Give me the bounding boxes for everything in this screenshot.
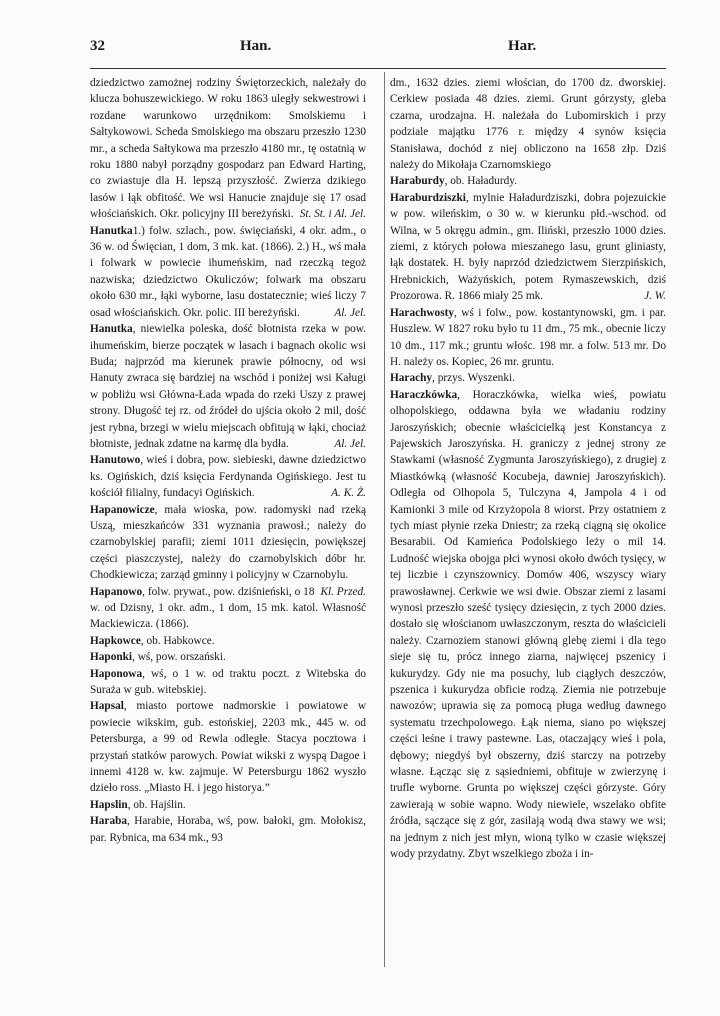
entry-text: 1.) folw. szlach., pow. święciański, 4 okr. adm., o 36 w. od Święcian, 1 dom, 3 mk. kat. (1866). 2.) H., wś mała i folwark w powiecie ihumeńskim, nad rzeczką tegoż nazwiska; dziedzictwo Okuliczów; folwark ma obszaru około 630 mr., łąki wyborne, lasu dostatecznie; wieś liczy 7 osad włościańskich. Okr. polic. III bereżyński. [90,224,366,319]
entry-headword: Hapanowicze [90,503,155,516]
entry-text: , wś, o 1 w. od traktu poczt. z Witebska do Suraża w gub. witebskiej. [90,667,366,697]
entry-headword: Hapkowce [90,634,141,647]
dictionary-entry [90,633,366,649]
entry-headword: Hanutka [90,323,133,336]
dictionary-entry [90,75,366,223]
entry-headword: Haraburdziszki [390,191,466,204]
dictionary-entry [90,813,366,846]
entry-headword: Haponki [90,651,133,664]
entry-text: dm., 1632 dzies. ziemi włościan, do 1700 dz. dworskiej. Cerkiew posiada 48 dzies. ziemi. Grunt górzysty, gleba czarna, urodzajna. H. należała do Lubomirskich i przy podziale majątku 1776 r. między 4 synów księcia Stanisława, dochód z niej obliczono na 1658 złp. Dziś należy do Mikołaja Czarnomskiego [390,77,666,172]
header-rule [90,68,666,69]
entry-text: , wieś i dobra, pow. siebieski, dawne dziedzictwo ks. Ogińskich, dziś księcia Ferdynanda Ogińskiego. Jest tu kościół filialny, fundacyi Ogińskich. [90,454,366,500]
entry-text: , miasto portowe nadmorskie i powiatowe w powiecie wikskim, gub. estońskiej, 2203 mk., 445 w. od Petersburga, a 99 od Rewla odległe. Stacya pocztowa i przystań statków parowych. Powiat wikski z wyspą Dagoe i innemi 4128 w. kw. zajmuje. W Petersburgu 1862 wyszło dzieło ross. „Miasto H. i jego historya.” [90,700,366,795]
dictionary-entry [90,649,366,665]
entry-headword: Haraba [90,815,128,828]
entry-headword: Hapanowo [90,585,143,598]
dictionary-entry [90,666,366,699]
entry-signature: Al. Jel. [334,306,366,319]
entry-signature: St. St. i Al. Jel. [299,208,366,221]
entry-headword: Harachwosty [390,306,455,319]
dictionary-entry [390,75,666,173]
entry-text: , wś i folw., pow. kostantynowski, gm. i par. Huszlew. W 1827 roku było tu 11 dm., 75 mk., obecnie liczy 10 dm., 117 mk.; gruntu włośc. 198 mr. a folw. 513 mr. Do H. należy os. Kopiec, 26 mr. gruntu. [390,306,666,368]
dictionary-entry [390,370,666,386]
entry-text: , przys. Wyszenki. [432,372,515,385]
dictionary-entry [90,321,366,452]
entry-signature: J. W. [644,290,666,303]
entry-text: , folw. prywat., pow. dziśnieński, o 18 w. od Dzisny, 1 okr. adm., 1 dom, 15 mk. katol. Własność Mackiewicza. (1866). [90,585,366,631]
page-number: 32 [90,38,105,54]
dictionary-entry [90,452,366,501]
left-column [90,75,366,846]
entry-text: , niewielka poleska, dość błotnista rzeka w pow. ihumeńskim, bierze początek w lasach i bagnach okolic wsi Buda; najprzód ma kierunek prawie północny, od wsi Hanuty zwraca się bardziej na wschód i poniżej wsi Kaługi w pobliżu wsi Główna-Łada wpada do rzeki Uszy z prawej strony. Długość tej rz. od źródeł do ujścia około 2 mil, dość jest rybna, brzegi w wielu miejscach obfitują w łąki, chociaż błotniste, jednak zdatne na karmę dla bydła. [90,323,366,450]
right-running-head: Har. [508,38,537,54]
entry-headword: Hapsal [90,700,124,713]
entry-text: , mylnie Haładurdziszki, dobra pojezuickie w pow. wileńskim, o 30 w. w kierunku płd.-wschod. od Wilna, w 5 okręgu admin., gm. Iliński, przeszło 1000 dzies. ziemi, z których połowa mieszanego lasu, grunt gliniasty, łąk dostatek. H. były naprzód dziedzictwem Sierzpińskich, Hrebnickich, Ważyńskich, potem Rymaszewskich, dziś Prozorowa. R. 1866 miały 25 mk. [390,191,666,303]
column-divider [384,72,385,967]
entry-headword: Haponowa [90,667,143,680]
entry-text: , Horaczkówka, wielka wieś, powiatu olhopolskiego, oddawna była we władaniu rodziny Jaroszyńskich; obecnie właścicielką jest Konstancya z Pajewskich Jaroszyńska. H. graniczy z jednej strony ze Stawkami (własność Zygmunta Jaroszyńskiego), z drugiej z Miastkówką (własność Kocubeja, dawniej Jaroszyńskich). Odległa od Olhopola 5, Tulczyna 4, Jampola 4 i od Kamionki 3 mile od Krzyżopola 8 wiorst. Przy ostatniem z tych miast płynie rzeka Dniestr; za rzeką ciągną się okolice Besarabii. Od Kamieńca Podolskiego leży o mil 14. Ludność wiejska obojga płci wynosi około dwóch tysięcy, w tej liczbie i czynszownicy. Domów 406, wszyscy wiary prawosławnej. Cerkwie we wsi dwie. Obszar ziemi z lasami wynosi przeszło sześć tysięcy dziesięcin, z tych 2000 dzies. dostało się włościanom uwłaszczonym, reszta do właścicieli należy. Czarnoziem stanowi główną glebę ziemi i dla tego sieje się tu, prócz innego ziarna, najwięcej pszenicy i kukurydzy. Gdy nie ma posuchy, lub ciągłych deszczów, pszenica i kukurydza obficie rodzą. Ziemia nie potrzebuje nawozów; uprawia się za pomocą pługa według dawnego systematu trzechpolowego. Łąk niema, siano po większej części leśne i trawy pastewne. Las, otaczający wieś i pola, dębowy; niegdyś był obszerny, dziś starczy na potrzeby własne. Łącząc się z sąsiedniemi, obfituje w zwierzynę i trufle wyborne. Grunta po większej części górzyste. Góry zawierają w sobie wapno. Wody niewiele, wszelako obfite źródła, sączące się z gór, zasilają wodą dwa stawy we wsi; na jednym z nich jest młyn, wioną tylko w czasie większej wody przydatny. Zbyt wszelkiego zboża i in- [390,388,666,861]
entry-headword: Hanutka [90,224,133,237]
entry-signature: Al. Jel. [334,437,366,450]
dictionary-entry [90,223,366,321]
dictionary-entry [390,305,666,371]
entry-signature: Kl. Przed. [320,585,366,598]
dictionary-entry [390,387,666,863]
entry-signature: A. K. Ż. [331,487,366,500]
right-column [390,75,666,863]
entry-text: , ob. Habkowce. [140,634,215,647]
entry-text: , ob. Hajślin. [127,798,186,811]
entry-text: , mała wioska, pow. radomyski nad rzeką Uszą, mieszkańców 331 wyznania prawosł.; należy do czarnobylskiej parafii; ziemi 1011 dziesięcin, powiększej części piaszczystej, należy do czarnobylskich dóbr hr. Chodkiewicza; zarząd gminny i policyjny w Czarnobylu. [90,503,366,582]
page-header [0,38,720,60]
left-running-head: Han. [240,38,272,54]
entry-text: , wś, pow. orszański. [132,651,226,664]
dictionary-entry [90,797,366,813]
entry-headword: Haraczkówka [390,388,458,401]
dictionary-entry [90,698,366,796]
entry-headword: Harachy [390,372,433,385]
dictionary-entry [390,173,666,189]
dictionary-entry [390,190,666,305]
entry-headword: Hanutowo [90,454,141,467]
entry-text: , Harabie, Horaba, wś, pow. bałoki, gm. Mołokisz, par. Rybnica, ma 634 mk., 93 [90,815,366,844]
entry-text: dziedzictwo zamożnej rodziny Świętorzeckich, należały do klucza bohuszewickiego. W roku 1863 uległy sekwestrowi i rozdane warunkowo urzędnikom: Smolskiemu i Sałtykowowi. Scheda Smolskiego ma obszaru przeszło 1230 mr., a scheda Sałtykowa ma przeszło 4180 mr., tę ostatnią w roku 1880 nabył porządny gospodarz pan Edward Harting, co zwiastuje dla H. lepszą przyszłość. Zwierza dzikiego lasów i łąk obfitość. We wsi Hanucie znajduje się 17 osad włościańskich. Okr. policyjny III bereżyński. [90,77,366,221]
entry-headword: Haraburdy [390,175,445,188]
entry-headword: Hapslin [90,798,128,811]
entry-text: , ob. Haładurdy. [444,175,517,188]
